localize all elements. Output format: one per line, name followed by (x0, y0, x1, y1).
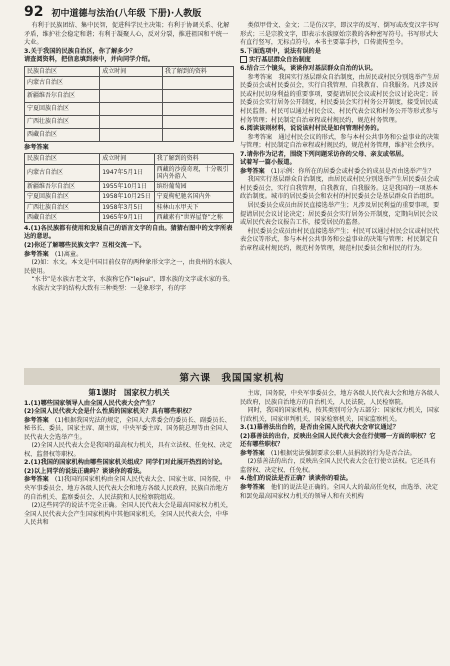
table-cell: 桂林山水甲天下 (154, 202, 233, 212)
body-paragraph (240, 390, 440, 407)
paragraph-text: 我国实行基层群众自治制度，由居民或村民分别选举产生居民委员会或村民委员会，实行自我管理，自我教育，自我服务。这是我国的一项基本政治制度。城市的居民委员会和农村的村民委员会是基层群众自治组织。 (240, 176, 440, 201)
page-header (24, 4, 434, 22)
right-top-text (240, 22, 440, 253)
paragraph-text: 试着写一篇小报道。 (240, 159, 296, 167)
table-header-row (25, 66, 234, 76)
answer-paragraph (24, 251, 234, 260)
table-row (25, 192, 234, 202)
paragraph-text: 参考答案 我国实行基层群众自治制度，由居民或村民分别选举产生居民委员会或村民委员会，实行自我管理、自我教育、自我服务。凡涉及居民或村民切身利益的重要事项，要提请居民会议或村民会议讨论决定；居民委员会实行居务公开制度，村民委员会实行村务公开制度，接受居民或村民监督。村民可以通过村民会议、村民代表会议和村务公开等形式参与村务管理；村民制定自治章程或村规民约，规范村务管理。 (240, 73, 440, 124)
paragraph-text: 3.(1)慕善法出台的，是否由全国人民代表大会审议通过？ (240, 424, 399, 432)
paragraph-text: 请查阅资料，把信息填到表中，并向同学介绍。 (24, 56, 154, 64)
question-text (240, 65, 440, 74)
answer-paragraph (24, 417, 234, 443)
right-column-bottom (240, 390, 440, 501)
question-text (24, 408, 234, 417)
table-cell: 缤纷葡萄园 (154, 182, 233, 192)
answer-label: 参考答案 (24, 476, 49, 484)
left-top-text (24, 22, 234, 65)
table-cell: 西藏自治区 (25, 128, 100, 141)
table-row (25, 164, 234, 181)
paragraph-text: 1.(1)哪些国家领导人由全国人民代表大会产生？ (24, 399, 159, 407)
paragraph-text: (2)慕善法的出台，反映出全国人民代表大会在行使哪一方面的职权？它还有哪些职权？ (240, 432, 436, 449)
answer-label: 参考答案 (24, 250, 49, 258)
paragraph-text: 6.阅读该则材料，说说该村村民是如何管理村务的。 (240, 125, 383, 133)
paragraph-text: (2)如：水文。本文是中国目前仅存的两种象形文字之一，由贵州的水族人民使用。 (24, 259, 233, 275)
body-paragraph (240, 176, 440, 202)
question-text (24, 459, 234, 468)
answer-label: 参考答案 (240, 167, 265, 175)
table-cell: 1965年9月1日 (100, 212, 154, 222)
table-row (25, 128, 234, 141)
paragraph-text: 同时，我国的国家机构，按其类别可分为五部分：国家权力机关，国家行政机关，国家审判机关，国家检察机关，国家监察机关。 (240, 407, 440, 423)
table-row (25, 102, 234, 115)
answer-text: (1)示例：你所在的居委会或村委会的成员是否由选举产生？ (264, 167, 435, 175)
table-row (25, 76, 234, 89)
table-row (25, 202, 234, 212)
table-row (25, 212, 234, 222)
checkbox[interactable] (240, 56, 247, 63)
answer-text: (1)我国的国家机构由全国人民代表大会、国家主席、国务院、中央军事委员会、地方各级人民代表大会和地方各级人民政府，民族自治地方的自治机关、监察委员会、人民法院和人民检察院组成。 (24, 476, 231, 501)
answer-paragraph (24, 476, 234, 502)
autonomous-region-table-answer (24, 153, 234, 222)
lesson-banner: 第六课 我国国家机构 (24, 368, 440, 385)
table-cell: 1958年3月5日 (100, 202, 154, 212)
table-cell: 1958年10月25日 (100, 192, 154, 202)
paragraph-text: “水书”是水族古老文字，水族称它作“lejsui”，即水族的文字或水家的书。 (31, 276, 234, 284)
table-cell[interactable] (100, 89, 163, 102)
question-text (240, 56, 440, 65)
paragraph-text: 7.请你作为记者，围绕下列问题采访你的父母、亲友或邻居。 (240, 150, 408, 158)
left-column-top (24, 22, 234, 293)
paragraph-text: (2)以上同学的说法正确吗？谈谈你的看法。 (24, 467, 146, 475)
question-text (240, 151, 440, 160)
answer-text: 他们的说法是正确的。全国人大的最高任免权，由选举、决定和罢免最高国家权力机关的领导人和有关机构 (240, 484, 438, 500)
table-header-cell: 我了解到的资料 (154, 154, 233, 164)
table-cell: 广西壮族自治区 (25, 202, 100, 212)
paragraph-text: 5.下面选项中，说法有误的是 (240, 47, 321, 55)
paragraph-text: 有利于民族团结、集中民智，促进科学民主决策；有利于协调关系、化解矛盾，维护社会稳定和谐；有利于凝聚人心，反对分裂，推进祖国和平统一大业。 (24, 22, 230, 47)
table-header-cell: 我了解到的资料 (162, 66, 233, 76)
table-cell: 西藏素有“世界屋脊”之称 (154, 212, 233, 222)
right-column-top (240, 22, 440, 253)
autonomous-region-table-blank (24, 66, 234, 142)
body-paragraph (24, 502, 234, 528)
question-text (240, 424, 440, 433)
body-paragraph (240, 228, 440, 254)
body-paragraph (24, 285, 234, 294)
table-row (25, 89, 234, 102)
right-low-text (240, 390, 440, 501)
paragraph-text: 类似甲骨文、金文；二是仿汉字，即汉字的反写、倒写或改变汉字书写形式；三是宗教文字，即表示水族原始宗教的各种密写符号。书写形式大有直行竖写，无标点符号。本书主要靠手抄，口传流传至今。 (240, 22, 440, 47)
paragraph-text: 4.(1)各民族都有使用和发展自己的语言文字的自由。猜猜右图中的文字所表达的意思。 (24, 224, 233, 241)
table-cell: 西藏的沙漠奇观，十分吸引国内外游人 (154, 164, 233, 181)
paragraph-text: 6.结合三个镜头，谈谈你对基层群众自治的认识。 (240, 65, 377, 73)
paragraph-text: (2)你还了解哪些民族文字？互相交流一下。 (24, 242, 146, 249)
paragraph-text: 居民委员会成员由居民直接选举产生；凡涉及居民利益的重要事项，要提请居民会议讨论决定；居民委员会实行居务公开制度，定期向居民会议或居民代表会议报告工作，接受居民的监督。 (240, 201, 440, 227)
question-text (24, 48, 234, 57)
paragraph-text: 参考答案 通过村民会议的形式，参与本村公共事务和公益事业的决策与管理；村民制定自治章程或村规民约，规范村务管理，维护社会秩序。 (240, 133, 440, 150)
paragraph-text: (2)全国人民代表大会是我国的最高权力机关，具有立法权、任免权、决定权、监督权等职权。 (24, 442, 233, 458)
body-paragraph (24, 442, 234, 459)
lesson-title: 第1课时 国家权力机关 (88, 388, 170, 397)
question-text (24, 242, 234, 251)
table-cell: 新疆维吾尔自治区 (25, 89, 100, 102)
question-text (240, 125, 440, 134)
table-cell[interactable] (162, 128, 233, 141)
question-text (24, 56, 234, 65)
table-cell: 宁夏回族自治区 (25, 192, 100, 202)
table-cell: 内蒙古自治区 (25, 76, 100, 89)
paragraph-text: 2.(1)我国的国家机构由哪些国家机关组成？同学们对此展开热烈的讨论。 (24, 459, 227, 467)
table-cell[interactable] (162, 115, 233, 128)
paragraph-text: (2)全国人民代表大会是什么性质的国家机关？具有哪些职权？ (24, 408, 195, 416)
body-paragraph (240, 202, 440, 228)
question-text (24, 225, 234, 242)
paragraph-text: (2)这些同学的说法不完全正确。全国人民代表大会是最高国家权力机关，全国人民代表大会产生国家机构中其他国家机关，全国人民代表大会，中华人民共和 (24, 502, 233, 527)
body-paragraph (240, 407, 440, 424)
body-paragraph (24, 259, 234, 276)
paragraph-text: 主席，国务院，中央军事委员会，地方各级人民代表大会和地方各级人民政府，民族自治地方的自治机关，人民法院，人民检察院。 (240, 390, 440, 406)
table-cell: 内蒙古自治区 (25, 164, 100, 181)
table-cell[interactable] (100, 102, 163, 115)
body-paragraph (240, 458, 440, 475)
answer-label: 参考答案 (24, 416, 49, 424)
left-low-text (24, 400, 234, 528)
answer-label: 参考答案 (240, 484, 265, 492)
table-cell[interactable] (100, 76, 163, 89)
table-cell: 广西壮族自治区 (25, 115, 100, 128)
table-header-cell: 成立时间 (100, 154, 154, 164)
table-row (25, 182, 234, 192)
book-title: 初中道德与法治(八年级 下册)·人教版 (51, 9, 202, 19)
table-cell: 1947年5月1日 (100, 164, 154, 181)
question-text (240, 159, 440, 168)
table-cell[interactable] (100, 115, 163, 128)
table-cell[interactable] (162, 102, 233, 115)
answer-text: (1)根据宪法强制要求公职人员捐款的行为是否合法。 (264, 449, 416, 457)
table-cell: 西藏自治区 (25, 212, 100, 222)
question-text (240, 475, 440, 484)
left-column-bottom (24, 388, 234, 528)
body-paragraph (24, 276, 234, 285)
table-cell: 宁夏枸杞驰名国内外 (154, 192, 233, 202)
answer-label: 参考答案 (24, 143, 49, 151)
body-paragraph (240, 22, 440, 48)
table-cell: 1955年10月1日 (100, 182, 154, 192)
paragraph-text: 水族古文字的结构大致有三种类型：一是象形字，有的字 (31, 284, 187, 292)
table-cell: 新疆维吾尔自治区 (25, 182, 100, 192)
paragraph-text: 实行基层群众自治制度 (249, 56, 311, 64)
table-header-row (25, 154, 234, 164)
page-number: 92 (24, 4, 44, 20)
paragraph-text: 3.关于我国的民族自治区，你了解多少？ (24, 47, 136, 55)
body-paragraph (24, 22, 234, 48)
table-cell: 宁夏回族自治区 (25, 102, 100, 115)
paragraph-text: 4.他们的说法是否正确？谈谈你的看法。 (240, 475, 352, 483)
table-cell[interactable] (162, 76, 233, 89)
question-text (240, 433, 440, 450)
table-cell[interactable] (100, 128, 163, 141)
table-cell[interactable] (162, 89, 233, 102)
body-paragraph (240, 74, 440, 125)
paragraph-text: (2)慕善法的出台，反映出全国人民代表大会在行使立法权。它还具有监督权、决定权、任免权。 (240, 458, 436, 474)
left-mid-text (24, 225, 234, 293)
table-row (25, 115, 234, 128)
answer-paragraph (240, 484, 440, 501)
answer-text: (1)离童。 (48, 250, 83, 258)
question-text (240, 48, 440, 57)
body-paragraph (240, 134, 440, 151)
answer-text: (1)根据我国宪法的规定，全国人大常委会的委员长、副委员长、秘书长、委员，国家主席、副主席，中央军委主席、国务院总理等由全国人民代表大会选举产生。 (24, 416, 231, 441)
question-text (24, 400, 234, 409)
table-header-cell: 民族自治区 (25, 154, 100, 164)
table-header-cell: 民族自治区 (25, 66, 100, 76)
paragraph-text: 村民委员会成员由村民直接选举产生；村民可以通过村民会议或村民代表会议等形式，参与本村公共事务和公益事业的决策与管理；村民制定自治章程或村规民约，规范村务管理，规范村民委员会和村民的行为。 (240, 227, 440, 252)
table-header-cell: 成立时间 (100, 66, 163, 76)
answer-label: 参考答案 (240, 449, 265, 457)
